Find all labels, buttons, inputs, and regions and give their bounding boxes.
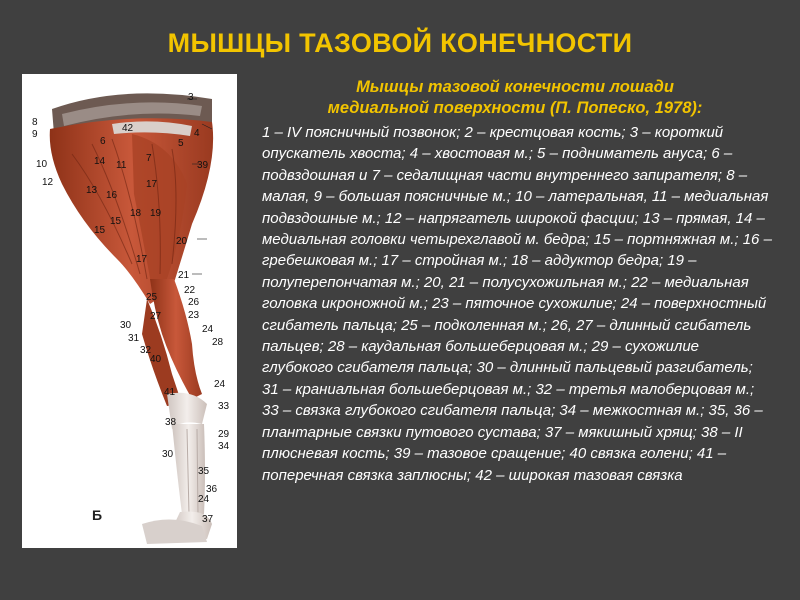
label-24: 24 (202, 324, 214, 335)
label-26: 26 (188, 297, 200, 308)
label-9: 9 (32, 129, 38, 140)
label-19: 19 (150, 208, 162, 219)
label-4: 4 (194, 128, 200, 139)
label-28: 28 (212, 337, 224, 348)
label-29: 29 (218, 429, 230, 440)
label-17: 17 (146, 179, 158, 190)
label-41: 41 (164, 387, 176, 398)
label-39: 39 (197, 160, 209, 171)
label-35: 35 (198, 466, 210, 477)
label-24c: 24 (198, 494, 210, 505)
caption-title (262, 77, 768, 119)
label-42: 42 (122, 123, 134, 134)
label-22: 22 (184, 285, 196, 296)
label-40: 40 (150, 354, 162, 365)
label-5: 5 (178, 138, 184, 149)
label-6: 6 (100, 136, 106, 147)
label-37: 37 (202, 514, 214, 525)
label-14: 15 (94, 225, 106, 236)
label-34: 34 (218, 441, 230, 452)
label-11: 11 (116, 160, 127, 171)
label-30: 30 (120, 320, 132, 331)
label-21: 21 (178, 270, 190, 281)
label-30b: 30 (162, 449, 174, 460)
panel-letter: Б (92, 507, 103, 523)
label-31: 31 (128, 333, 140, 344)
label-24b: 24 (214, 379, 226, 390)
caption-body: 1 – IV поясничный позвонок; 2 – крестцовая кость; 3 – короткий опускатель хвоста; 4 – хвостовая м.; 5 – подниматель ануса; 6 – подвздошная и 7 – седалищная части внутреннего запирателя; 8 – малая, 9 – большая поясничные м.; 10 – латеральная, 11 – медиальная подвздошные м.; 12 – напрягатель широкой фасции; 13 – прямая, 14 –медиальная головки четырехглавой м. бедра; 15 – портняжная м.; 16 – гребешковая м.; 17 – стройная м.; 18 – аддуктор бедра; 19 – полуперепончатая м.; 20, 21 – полусухожильная м.; 22 – медиальная головка икроножной м.; 23 – пяточное сухожилие; 24 – поверхностный сгибатель пальца; 25 – подколенная м.; 26, 27 – длинный сгибатель пальцев; 28 – каудальная большеберцовая м.; 29 – сухожилие глубокого сгибателя пальца; 30 – длинный пальцевый разгибатель; 31 – краниальная большеберцовая м.; 32 – третья малоберцовая м.; 33 – связка глубокого сгибателя пальца; 34 – межкостная м.; 35, 36 – плантарные связки путового сустава; 37 – мякишный хрящ; 38 – II плюсневая кость; 39 – тазовое сращение; 40 связка голени; 41 – поперечная связка заплюсны; 42 – широкая тазовая связка (262, 124, 772, 484)
caption-title-line-2: медиальной поверхности (П. Попеско, 1978): (327, 99, 703, 117)
label-15b: 15 (110, 216, 122, 227)
label-8: 8 (32, 117, 38, 128)
label-13: 13 (86, 185, 98, 196)
label-7: 7 (146, 153, 152, 164)
label-17b: 17 (136, 254, 148, 265)
label-32: 32 (140, 345, 152, 356)
label-33: 33 (218, 401, 230, 412)
anatomy-illustration (22, 74, 237, 548)
label-18: 18 (130, 208, 142, 219)
slide-title: МЫШЦЫ ТАЗОВОЙ КОНЕЧНОСТИ (167, 28, 633, 58)
caption-title-line-1: Мышцы тазовой конечности лошади (356, 78, 674, 96)
label-25: 25 (146, 292, 158, 303)
label-3: 3 (188, 92, 194, 103)
label-38: 38 (165, 417, 177, 428)
label-27: 27 (150, 311, 162, 322)
label-23: 23 (188, 310, 200, 321)
label-36: 36 (206, 484, 218, 495)
label-20: 20 (176, 236, 188, 247)
label-15: 14 (94, 156, 106, 167)
label-12: 12 (42, 177, 54, 188)
label-16: 16 (106, 190, 118, 201)
label-10: 10 (36, 159, 48, 170)
